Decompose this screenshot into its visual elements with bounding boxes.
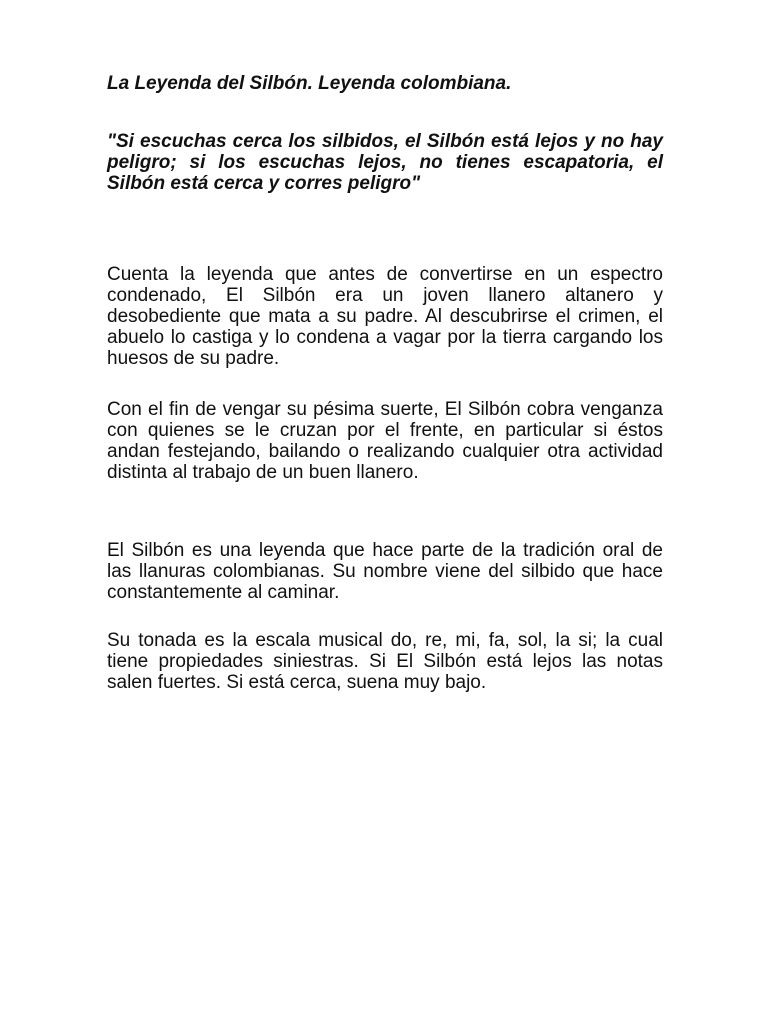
document-title: La Leyenda del Silbón. Leyenda colombiana. — [107, 73, 512, 94]
paragraph-3: El Silbón es una leyenda que hace parte de la tradición oral de las llanuras colombianas. Su nombre viene del silbido que hace constantemente al caminar. — [107, 540, 663, 603]
opening-quote: "Si escuchas cerca los silbidos, el Silbón está lejos y no hay peligro; si los escuchas lejos, no tienes escapatoria, el Silbón está cerca y corres peligro" — [107, 131, 663, 194]
paragraph-1: Cuenta la leyenda que antes de convertirse en un espectro condenado, El Silbón era un joven llanero altanero y desobediente que mata a su padre. Al descubrirse el crimen, el abuelo lo castiga y lo condena a vagar por la tierra cargando los huesos de su padre. — [107, 264, 663, 369]
paragraph-4: Su tonada es la escala musical do, re, mi, fa, sol, la si; la cual tiene propiedades siniestras. Si El Silbón está lejos las notas salen fuertes. Si está cerca, suena muy bajo. — [107, 630, 663, 693]
paragraph-2: Con el fin de vengar su pésima suerte, El Silbón cobra venganza con quienes se le cruzan por el frente, en particular si éstos andan festejando, bailando o realizando cualquier otra actividad distinta al trabajo de un buen llanero. — [107, 399, 663, 483]
